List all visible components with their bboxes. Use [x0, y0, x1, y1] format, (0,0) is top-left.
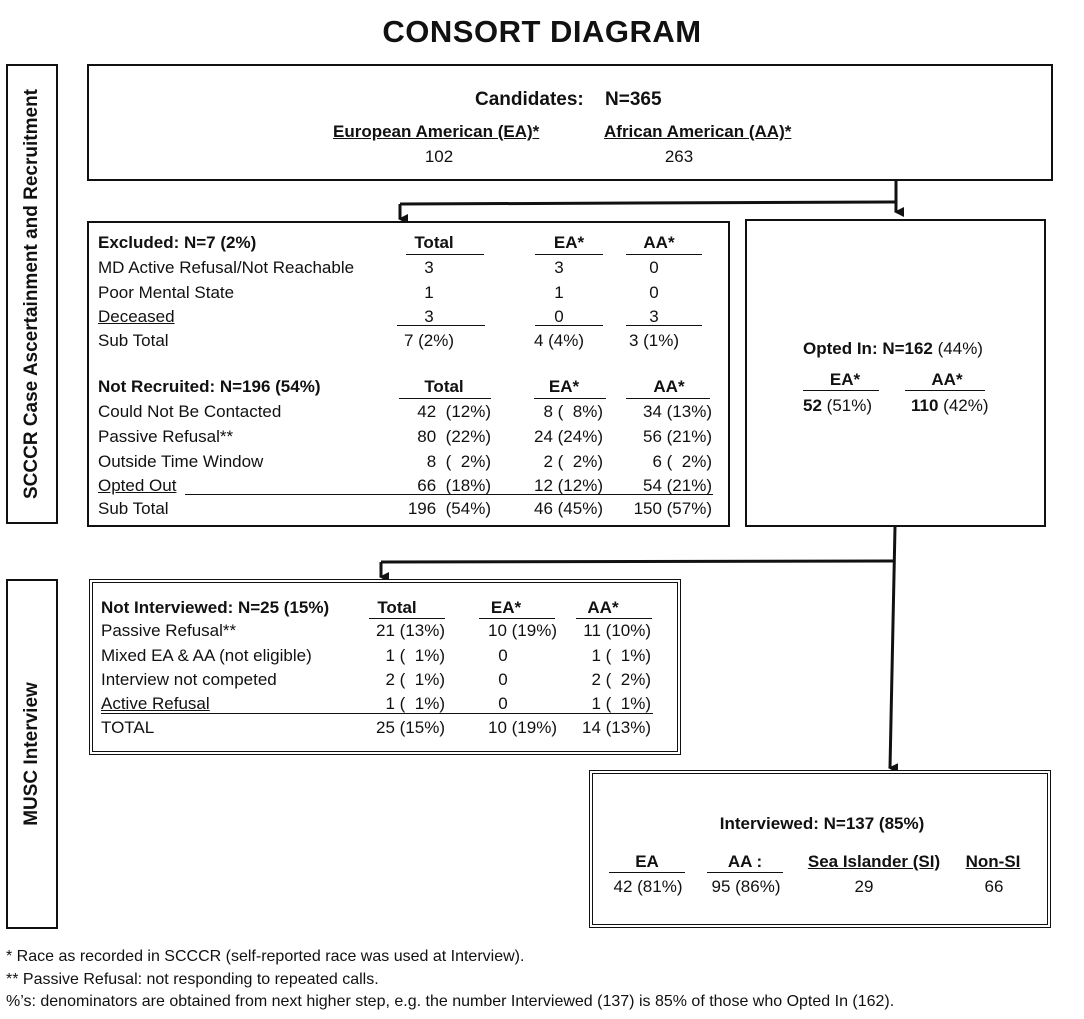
footnote-passive-refusal: ** Passive Refusal: not responding to repeated calls.: [6, 971, 379, 988]
candidates-ea-value: 102: [424, 147, 454, 166]
opted-in-aa-value-group: [911, 396, 989, 416]
candidates-label: Candidates:: [475, 89, 584, 110]
excluded-header-total: Total: [414, 233, 454, 252]
notrecruited-row-label: Passive Refusal**: [98, 427, 234, 446]
opted-in-aa-pct: (42%): [943, 396, 989, 415]
notinterviewed-row-ea: 0: [498, 694, 508, 713]
excluded-title: Excluded: N=7 (2%): [98, 233, 257, 252]
interviewed-title: Interviewed: N=137 (85%): [719, 814, 925, 833]
interviewed-value-si: 29: [854, 877, 874, 896]
excluded-row-ea: 3: [554, 258, 564, 277]
opted-in-box: [745, 219, 1046, 527]
notrecruited-row-total: 42 (12%): [417, 402, 491, 421]
notrecruited-row-total: 66 (18%): [417, 476, 491, 495]
notrecruited-row-aa: 34 (13%): [643, 402, 712, 421]
interviewed-header-ea: EA: [635, 852, 659, 871]
notinterviewed-row-total: 21 (13%): [376, 621, 445, 640]
side-label-recruitment: [6, 64, 58, 524]
interviewed-value-aa: 95 (86%): [711, 877, 781, 896]
side-label-interview-text: MUSC Interview: [21, 682, 42, 826]
notinterviewed-row-aa: 11 (10%): [583, 621, 651, 640]
notrecruited-subtotal-rule: [185, 494, 713, 495]
opted-in-aa-header: AA*: [931, 370, 963, 389]
notinterviewed-row-label: Passive Refusal**: [101, 621, 237, 640]
notinterviewed-row-aa: 1 ( 1%): [591, 694, 651, 713]
notrecruited-header-ea: EA*: [548, 377, 580, 396]
excluded-row-label: Deceased: [98, 307, 175, 326]
notinterviewed-row-aa: 2 ( 2%): [591, 670, 651, 689]
notinterviewed-header-rule-total: [369, 618, 445, 619]
excluded-subtotal-rule-aa: [626, 325, 702, 326]
notinterviewed-row-label: Interview not competed: [101, 670, 277, 689]
notrecruited-row-ea: 24 (24%): [534, 427, 603, 446]
excluded-row-ea: 1: [554, 283, 564, 302]
excluded-subtotal-rule-ea: [535, 325, 603, 326]
notrecruited-row-total: 8 ( 2%): [426, 452, 491, 471]
notinterviewed-total-label: TOTAL: [101, 718, 155, 737]
notrecruited-row-label: Could Not Be Contacted: [98, 402, 282, 421]
excluded-notrecruited-box: [87, 221, 730, 527]
candidates-aa-header: African American (AA)*: [604, 122, 792, 141]
notrecruited-row-aa: 6 ( 2%): [652, 452, 712, 471]
excluded-header-rule-aa: [626, 254, 702, 255]
notrecruited-row-aa: 56 (21%): [643, 427, 712, 446]
notrecruited-subtotal-aa: 150 (57%): [633, 499, 712, 518]
notinterviewed-header-total: Total: [377, 598, 417, 617]
candidates-n: N=365: [605, 89, 662, 110]
notrecruited-header-rule-ea: [534, 398, 606, 399]
notinterviewed-header-rule-aa: [576, 618, 652, 619]
notrecruited-row-ea: 12 (12%): [534, 476, 603, 495]
notinterviewed-total-rule: [101, 713, 653, 714]
excluded-header-ea: EA*: [553, 233, 585, 252]
notrecruited-subtotal-label: Sub Total: [98, 499, 169, 518]
opted-in-label-group: [803, 339, 983, 359]
diagram-title: CONSORT DIAGRAM: [382, 14, 702, 49]
notinterviewed-row-ea: 0: [498, 670, 508, 689]
side-label-interview: [6, 579, 58, 929]
notrecruited-row-ea: 8 ( 8%): [543, 402, 603, 421]
interviewed-value-ea: 42 (81%): [613, 877, 683, 896]
footnote-denominators: %’s: denominators are obtained from next higher step, e.g. the number Interviewed (137) is 85% of those who Opted In (162).: [6, 993, 895, 1010]
notrecruited-header-aa: AA*: [653, 377, 685, 396]
excluded-row-label: Poor Mental State: [98, 283, 235, 302]
notinterviewed-row-total: 1 ( 1%): [385, 694, 445, 713]
notinterviewed-title: Not Interviewed: N=25 (15%): [101, 598, 330, 617]
interviewed-box: [589, 770, 1051, 928]
candidates-ea-header: European American (EA)*: [333, 122, 540, 141]
interviewed-ea-rule: [609, 872, 685, 873]
opted-in-ea-n: 52: [803, 396, 822, 415]
excluded-header-rule-ea: [535, 254, 603, 255]
excluded-subtotal-ea: 4 (4%): [533, 331, 585, 350]
excluded-row-total: 3: [424, 307, 434, 326]
notinterviewed-total-ea: 10 (19%): [488, 718, 557, 737]
connector-optedin-down: [890, 527, 895, 768]
opted-in-pct: (44%): [937, 339, 983, 358]
candidates-aa-value: 263: [664, 147, 694, 166]
notrecruited-header-total: Total: [424, 377, 464, 396]
notinterviewed-total-total: 25 (15%): [376, 718, 445, 737]
excluded-row-ea: 0: [554, 307, 564, 326]
side-label-recruitment-text: SCCCR Case Ascertainment and Recruitment: [21, 88, 43, 500]
interviewed-header-aa: AA :: [727, 852, 763, 871]
excluded-subtotal-aa: 3 (1%): [628, 331, 680, 350]
opted-in-aa-rule: [905, 390, 985, 391]
excluded-row-label: MD Active Refusal/Not Reachable: [98, 258, 355, 277]
opted-in-aa-n: 110: [911, 396, 939, 415]
excluded-subtotal-label: Sub Total: [98, 331, 169, 350]
excluded-row-aa: 0: [649, 258, 659, 277]
notrecruited-row-total: 80 (22%): [417, 427, 491, 446]
notinterviewed-row-total: 2 ( 1%): [385, 670, 445, 689]
interviewed-value-nonsi: 66: [984, 877, 1004, 896]
excluded-row-total: 1: [424, 283, 434, 302]
interviewed-aa-rule: [707, 872, 783, 873]
notrecruited-row-ea: 2 ( 2%): [543, 452, 603, 471]
not-interviewed-box: [89, 579, 681, 755]
candidates-box: [87, 64, 1053, 181]
notrecruited-row-label: Opted Out: [98, 476, 177, 495]
notinterviewed-total-aa: 14 (13%): [582, 718, 651, 737]
excluded-header-rule-total: [406, 254, 484, 255]
opted-in-ea-header: EA*: [829, 370, 861, 389]
opted-in-label: Opted In: N=162: [803, 339, 933, 358]
notrecruited-row-aa: 54 (21%): [643, 476, 712, 495]
notinterviewed-row-label: Active Refusal: [101, 694, 210, 713]
notinterviewed-row-ea: 10 (19%): [488, 621, 557, 640]
notinterviewed-header-rule-ea: [479, 618, 555, 619]
notinterviewed-row-total: 1 ( 1%): [385, 646, 445, 665]
opted-in-ea-value-group: [803, 396, 872, 416]
footnote-race: * Race as recorded in SCCCR (self-reported race was used at Interview).: [6, 948, 525, 965]
excluded-row-total: 3: [424, 258, 434, 277]
notinterviewed-row-aa: 1 ( 1%): [591, 646, 651, 665]
excluded-header-aa: AA*: [643, 233, 675, 252]
connector-to-excluded-horizontal: [400, 202, 896, 204]
notinterviewed-header-aa: AA*: [587, 598, 619, 617]
opted-in-ea-pct: (51%): [826, 396, 873, 415]
notinterviewed-header-ea: EA*: [490, 598, 522, 617]
opted-in-ea-rule: [803, 390, 879, 391]
notrecruited-row-label: Outside Time Window: [98, 452, 264, 471]
excluded-row-aa: 3: [649, 307, 659, 326]
interviewed-header-si: Sea Islander (SI): [807, 852, 941, 871]
notrecruited-header-rule-aa: [626, 398, 710, 399]
notrecruited-title: Not Recruited: N=196 (54%): [98, 377, 321, 396]
excluded-subtotal-total: 7 (2%): [403, 331, 455, 350]
notrecruited-subtotal-total: 196 (54%): [407, 499, 491, 518]
interviewed-header-nonsi: Non-SI: [965, 852, 1021, 871]
notrecruited-header-rule-total: [399, 398, 491, 399]
notrecruited-subtotal-ea: 46 (45%): [534, 499, 603, 518]
notinterviewed-row-ea: 0: [498, 646, 508, 665]
excluded-row-aa: 0: [649, 283, 659, 302]
connector-to-notinterviewed-horizontal: [381, 561, 893, 562]
notinterviewed-row-label: Mixed EA & AA (not eligible): [101, 646, 312, 665]
excluded-subtotal-rule-total: [397, 325, 485, 326]
